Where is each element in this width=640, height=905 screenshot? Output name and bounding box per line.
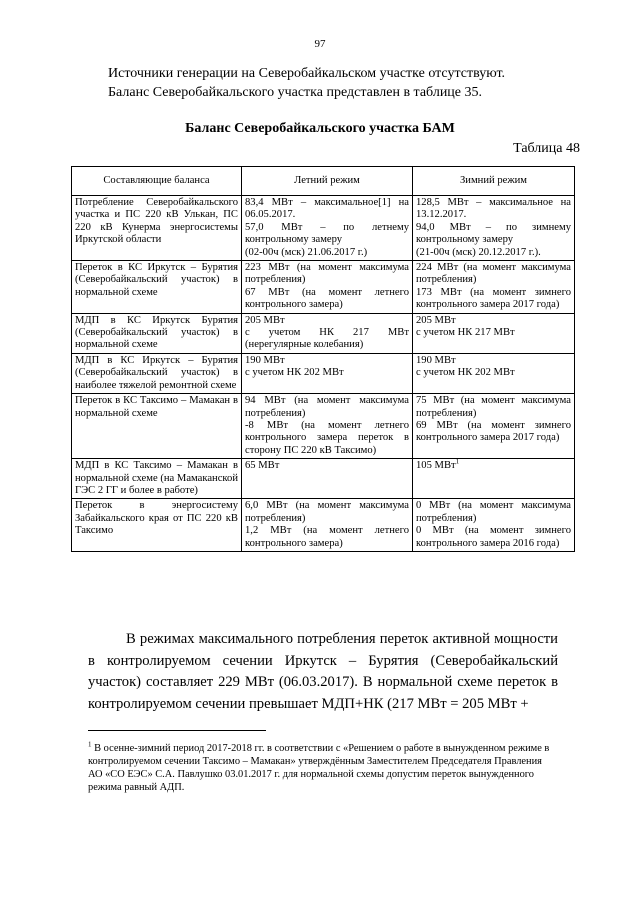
footnote: [88, 742, 558, 794]
table-row: [72, 196, 575, 261]
cell-line: 67 МВт (на момент летнего контрольного замера): [245, 286, 409, 311]
summer-cell: [242, 261, 413, 314]
table-row: [72, 261, 575, 314]
value-text: 105 МВт: [416, 460, 456, 472]
table-header-row: [72, 167, 575, 196]
winter-cell: [413, 353, 575, 393]
cell-line: 94 МВт (на момент максимума потребления): [245, 395, 409, 419]
footnote-separator: [88, 730, 266, 731]
cell-line: с учетом НК 202 МВт: [245, 367, 344, 379]
table-row: [72, 499, 575, 552]
summer-cell: [242, 499, 413, 552]
balance-table: [71, 166, 575, 552]
footnote-mark: 1: [88, 740, 92, 749]
cell-line: 0 МВт (на момент максимума потребления): [416, 500, 571, 524]
cell-line: с учетом НК 217 МВт (нерегулярные колебания): [245, 327, 409, 351]
summer-cell: [242, 353, 413, 393]
cell-line: 0 МВт (на момент зимнего контрольного замера 2016 года): [416, 525, 571, 549]
cell-line: 57,0 МВт – по летнему контрольному замеру: [245, 221, 409, 246]
cell-line: 128,5 МВт – максимальное на 13.12.2017.: [416, 197, 571, 221]
footnote-ref: 1: [455, 457, 460, 466]
cell-line: 190 МВт: [416, 354, 456, 366]
cell-line: (21-00ч (мск) 20.12.2017 г.).: [416, 246, 541, 258]
page-number: 97: [314, 38, 326, 50]
footnote-text: В осенне-зимний период 2017-2018 гг. в соответствии с «Решением о работе в вынужденном режиме в контролируемом сечении Таксимо – Мамакан» утверждённым Заместителем Председателя Правления АО «СО ЕЭС» С.А. Павлушко 03.01.2017 г. для нормальной схемы допустим переток вынужденного режима равный АДП.: [88, 743, 550, 793]
body-paragraph: [88, 629, 558, 715]
cell-line: 205 МВт: [416, 314, 456, 326]
component-cell: Переток в КС Иркутск – Бурятия (Северобайкальский участок) в нормальной схеме: [72, 261, 242, 314]
component-cell: Переток в КС Таксимо – Мамакан в нормальной схеме: [72, 394, 242, 459]
intro-text: [88, 64, 558, 102]
table-row: [72, 459, 575, 499]
paragraph-text: В режимах максимального потребления переток активной мощности в контролируемом сечении Иркутск – Бурятия (Северобайкальский участок) составляет 229 МВт (06.03.2017). В нормальной схеме переток в контролируемом сечении превышает МДП+НК (217 МВт = 205 МВт +: [88, 631, 558, 712]
winter-cell: [413, 313, 575, 353]
table-row: [72, 394, 575, 459]
cell-line: 69 МВт (на момент зимнего контрольного замера 2017 года): [416, 419, 571, 444]
cell-line: 205 МВт: [245, 314, 285, 326]
cell-line: (02-00ч (мск) 21.06.2017 г.): [245, 246, 368, 258]
winter-cell: [413, 459, 575, 499]
table-number: Таблица 48: [513, 141, 580, 156]
table-title: Баланс Северобайкальского участка БАМ: [185, 121, 455, 136]
summer-cell: [242, 313, 413, 353]
summer-cell: [242, 459, 413, 499]
cell-line: 83,4 МВт – максимальное[1] на 06.05.2017.: [245, 197, 409, 221]
summer-cell: [242, 394, 413, 459]
cell-line: -8 МВт (на момент летнего контрольного замера переток в сторону ПС 220 кВ Таксимо): [245, 419, 409, 456]
cell-line: 94,0 МВт – по зимнему контрольному замеру: [416, 221, 571, 246]
column-header: Летний режим: [242, 167, 413, 196]
component-cell: Потребление Северобайкальского участка и ПС 220 кВ Улькан, ПС 220 кВ Кунерма энергосистемы Иркутской области: [72, 196, 242, 261]
summer-cell: [242, 196, 413, 261]
cell-line: 223 МВт (на момент максимума потребления): [245, 262, 409, 286]
column-header: Зимний режим: [413, 167, 575, 196]
cell-line: 224 МВт (на момент максимума потребления): [416, 262, 571, 286]
cell-line: 75 МВт (на момент максимума потребления): [416, 395, 571, 419]
column-header: Составляющие баланса: [72, 167, 242, 196]
table-row: [72, 313, 575, 353]
cell-line: с учетом НК 202 МВт: [416, 367, 515, 379]
component-cell: МДП в КС Иркутск – Бурятия (Северобайкальский участок) в наиболее тяжелой ремонтной схеме: [72, 353, 242, 393]
winter-cell: [413, 499, 575, 552]
component-cell: МДП в КС Иркутск Бурятия (Северобайкальский участок) в нормальной схеме: [72, 313, 242, 353]
winter-cell: [413, 261, 575, 314]
cell-line: 65 МВт: [245, 460, 280, 472]
winter-cell: [413, 394, 575, 459]
intro-line: Баланс Северобайкальского участка представлен в таблице 35.: [108, 85, 483, 100]
cell-line: 6,0 МВт (на момент максимума потребления): [245, 500, 409, 524]
winter-cell: [413, 196, 575, 261]
cell-line: 1,2 МВт (на момент летнего контрольного замера): [245, 525, 409, 549]
cell-line: 173 МВт (на момент зимнего контрольного замера 2017 года): [416, 286, 571, 311]
cell-line: с учетом НК 217 МВт: [416, 327, 515, 339]
component-cell: Переток в энергосистему Забайкальского края от ПС 220 кВ Таксимо: [72, 499, 242, 552]
cell-line: [416, 457, 571, 472]
cell-line: 190 МВт: [245, 354, 285, 366]
intro-line: Источники генерации на Северобайкальском участке отсутствуют.: [108, 66, 506, 81]
component-cell: МДП в КС Таксимо – Мамакан в нормальной схеме (на Мамаканской ГЭС 2 ГГ и более в работе): [72, 459, 242, 499]
table-row: [72, 353, 575, 393]
